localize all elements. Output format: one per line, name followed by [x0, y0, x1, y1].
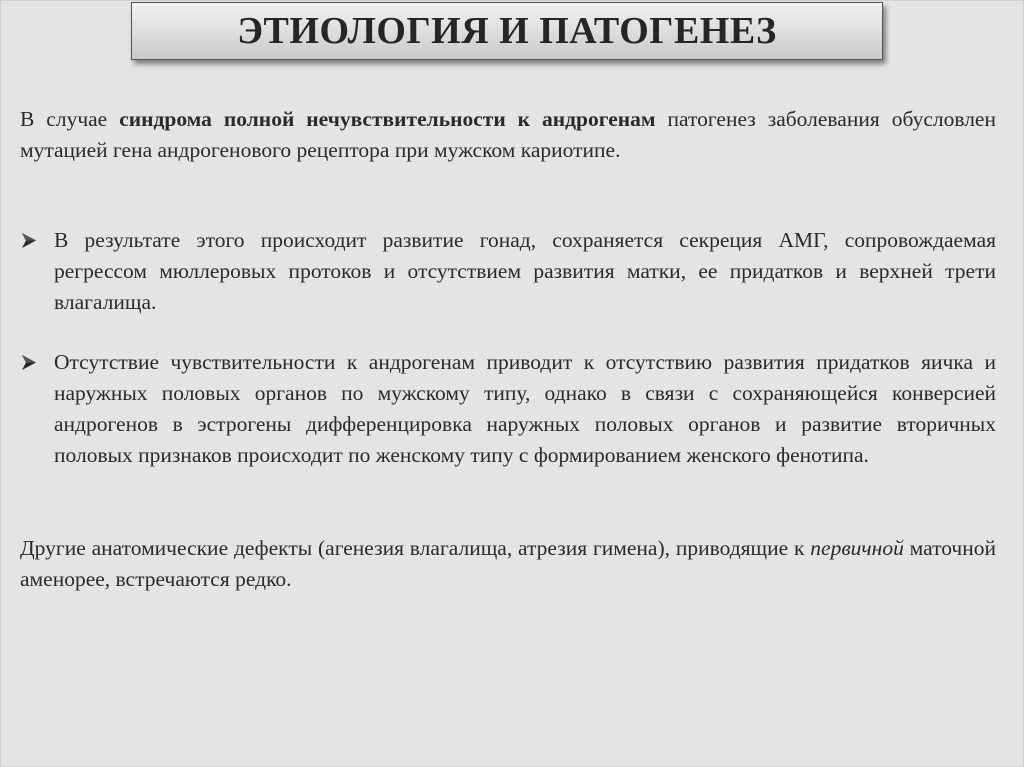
bullet-item-1 — [20, 225, 996, 318]
title-box — [131, 2, 883, 60]
bullet-item-2 — [20, 347, 996, 471]
intro-paragraph — [20, 104, 996, 166]
closing-italic-term: первичной — [810, 536, 904, 560]
closing-text-after: маточной аменорее, встречаются редко. — [20, 536, 997, 591]
slide-title: ЭТИОЛОГИЯ И ПАТОГЕНЕЗ — [237, 10, 777, 52]
bullet-text-2: Отсутствие чувствительности к андрогенам приводит к отсутствию развития придатков яичка и наружных половых органов по мужскому типу, однако в связи с сохраняющейся конверсией андрогенов в эстрогены дифференцировка наружных половых органов и развитие вторичных половых признаков происходит по женскому типу с формированием женского фенотипа. — [54, 350, 996, 467]
arrowhead-bullet-icon — [22, 347, 42, 378]
arrowhead-bullet-icon — [22, 225, 42, 256]
bullet-text-1: В результате этого происходит развитие гонад, сохраняется секреция АМГ, сопровождаемая регрессом мюллеровых протоков и отсутствием развития матки, ее придатков и верхней трети влагалища. — [54, 228, 996, 314]
slide-content — [20, 104, 996, 595]
closing-paragraph — [20, 533, 996, 595]
intro-bold-term: синдрома полной нечувствительности к андрогенам — [119, 107, 656, 131]
closing-text-before: Другие анатомические дефекты (агенезия влагалища, атрезия гимена), приводящие к — [20, 536, 811, 560]
intro-text-before: В случае — [20, 107, 120, 131]
intro-text-after: патогенез заболевания обусловлен мутацией гена андрогенового рецептора при мужском кариотипе. — [20, 107, 996, 162]
